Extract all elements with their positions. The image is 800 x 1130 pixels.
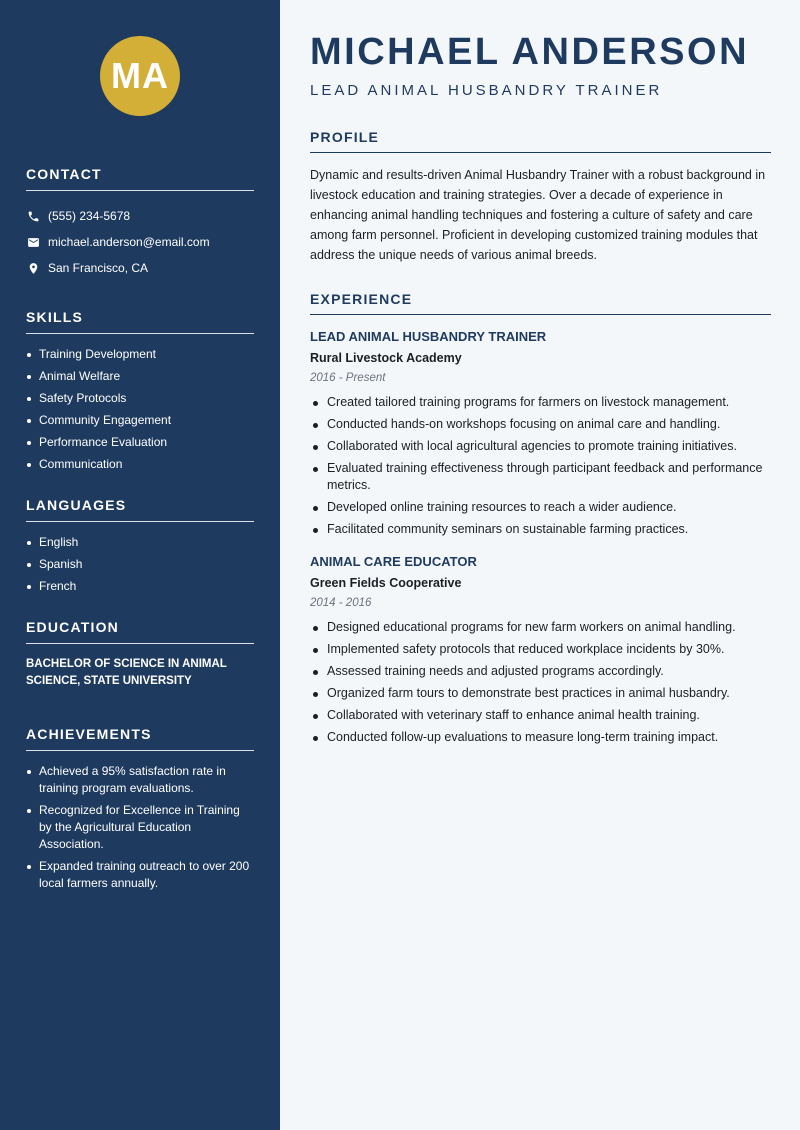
skills-heading: SKILLS xyxy=(26,309,254,334)
job-bullet: Organized farm tours to demonstrate best practices in animal husbandry. xyxy=(310,685,771,702)
education-degree: BACHELOR OF SCIENCE IN ANIMAL SCIENCE, STATE UNIVERSITY xyxy=(26,658,227,687)
location-pin-icon xyxy=(26,261,40,275)
contact-phone xyxy=(26,203,254,229)
contact-section xyxy=(26,166,254,281)
contact-heading: CONTACT xyxy=(26,166,254,191)
job-bullet: Conducted follow-up evaluations to measure long-term training impact. xyxy=(310,729,771,746)
experience-section xyxy=(310,291,771,746)
language-item: French xyxy=(26,578,254,595)
sidebar xyxy=(0,0,280,1130)
skill-item: Safety Protocols xyxy=(26,390,254,407)
job-bullet: Conducted hands-on workshops focusing on animal care and handling. xyxy=(310,416,771,433)
language-item: Spanish xyxy=(26,556,254,573)
job-bullet: Evaluated training effectiveness through participant feedback and performance metrics. xyxy=(310,460,771,494)
languages-section xyxy=(26,497,254,595)
job-bullet: Created tailored training programs for farmers on livestock management. xyxy=(310,394,771,411)
achievement-item: Expanded training outreach to over 200 local farmers annually. xyxy=(26,858,254,892)
achievements-section xyxy=(26,726,254,892)
skill-item: Training Development xyxy=(26,346,254,363)
job-entry xyxy=(310,554,771,746)
languages-list xyxy=(26,534,254,595)
skills-list xyxy=(26,346,254,473)
location-text: San Francisco, CA xyxy=(48,261,149,275)
education-heading: EDUCATION xyxy=(26,619,254,644)
job-bullet: Facilitated community seminars on sustainable farming practices. xyxy=(310,521,771,538)
achievements-heading: ACHIEVEMENTS xyxy=(26,726,254,751)
experience-heading: EXPERIENCE xyxy=(310,291,771,315)
profile-text: Dynamic and results-driven Animal Husbandry Trainer with a robust background in livestock education and training strategies. Over a decade of experience in enhancing animal handling techniques and fostering a culture of safety and care among farm personnel. Proficient in developing customized training modules that address the unique needs of various animal breeds. xyxy=(310,168,766,262)
job-bullet: Assessed training needs and adjusted programs accordingly. xyxy=(310,663,771,680)
skill-item: Communication xyxy=(26,456,254,473)
job-dates: 2016 - Present xyxy=(310,372,386,384)
job-bullets xyxy=(310,619,771,746)
skill-item: Community Engagement xyxy=(26,412,254,429)
skills-section xyxy=(26,309,254,473)
achievement-item: Achieved a 95% satisfaction rate in training program evaluations. xyxy=(26,763,254,797)
achievements-list xyxy=(26,763,254,892)
job-role: ANIMAL CARE EDUCATOR xyxy=(310,554,477,569)
job-bullet: Implemented safety protocols that reduced workplace incidents by 30%. xyxy=(310,641,771,658)
language-item: English xyxy=(26,534,254,551)
job-role: LEAD ANIMAL HUSBANDRY TRAINER xyxy=(310,329,547,344)
email-text: michael.anderson@email.com xyxy=(48,235,210,249)
email-icon xyxy=(26,235,40,249)
phone-text: (555) 234-5678 xyxy=(48,209,131,223)
job-dates: 2014 - 2016 xyxy=(310,597,372,609)
profile-section xyxy=(310,129,771,265)
education-section xyxy=(26,619,254,690)
candidate-name: MICHAEL ANDERSON xyxy=(310,31,750,73)
job-company: Rural Livestock Academy xyxy=(310,351,462,365)
phone-icon xyxy=(26,209,40,223)
candidate-title: LEAD ANIMAL HUSBANDRY TRAINER xyxy=(310,82,663,99)
job-bullet: Developed online training resources to reach a wider audience. xyxy=(310,499,771,516)
job-bullet: Designed educational programs for new farm workers on animal handling. xyxy=(310,619,771,636)
profile-heading: PROFILE xyxy=(310,129,771,153)
skill-item: Animal Welfare xyxy=(26,368,254,385)
avatar: MA xyxy=(100,36,180,116)
achievement-item: Recognized for Excellence in Training by the Agricultural Education Association. xyxy=(26,802,254,853)
job-bullets xyxy=(310,394,771,538)
contact-location xyxy=(26,255,254,281)
job-entry xyxy=(310,329,771,538)
contact-email xyxy=(26,229,254,255)
job-bullet: Collaborated with veterinary staff to enhance animal health training. xyxy=(310,707,771,724)
languages-heading: LANGUAGES xyxy=(26,497,254,522)
job-company: Green Fields Cooperative xyxy=(310,576,462,590)
main-content xyxy=(280,0,800,1130)
skill-item: Performance Evaluation xyxy=(26,434,254,451)
job-bullet: Collaborated with local agricultural agencies to promote training initiatives. xyxy=(310,438,771,455)
